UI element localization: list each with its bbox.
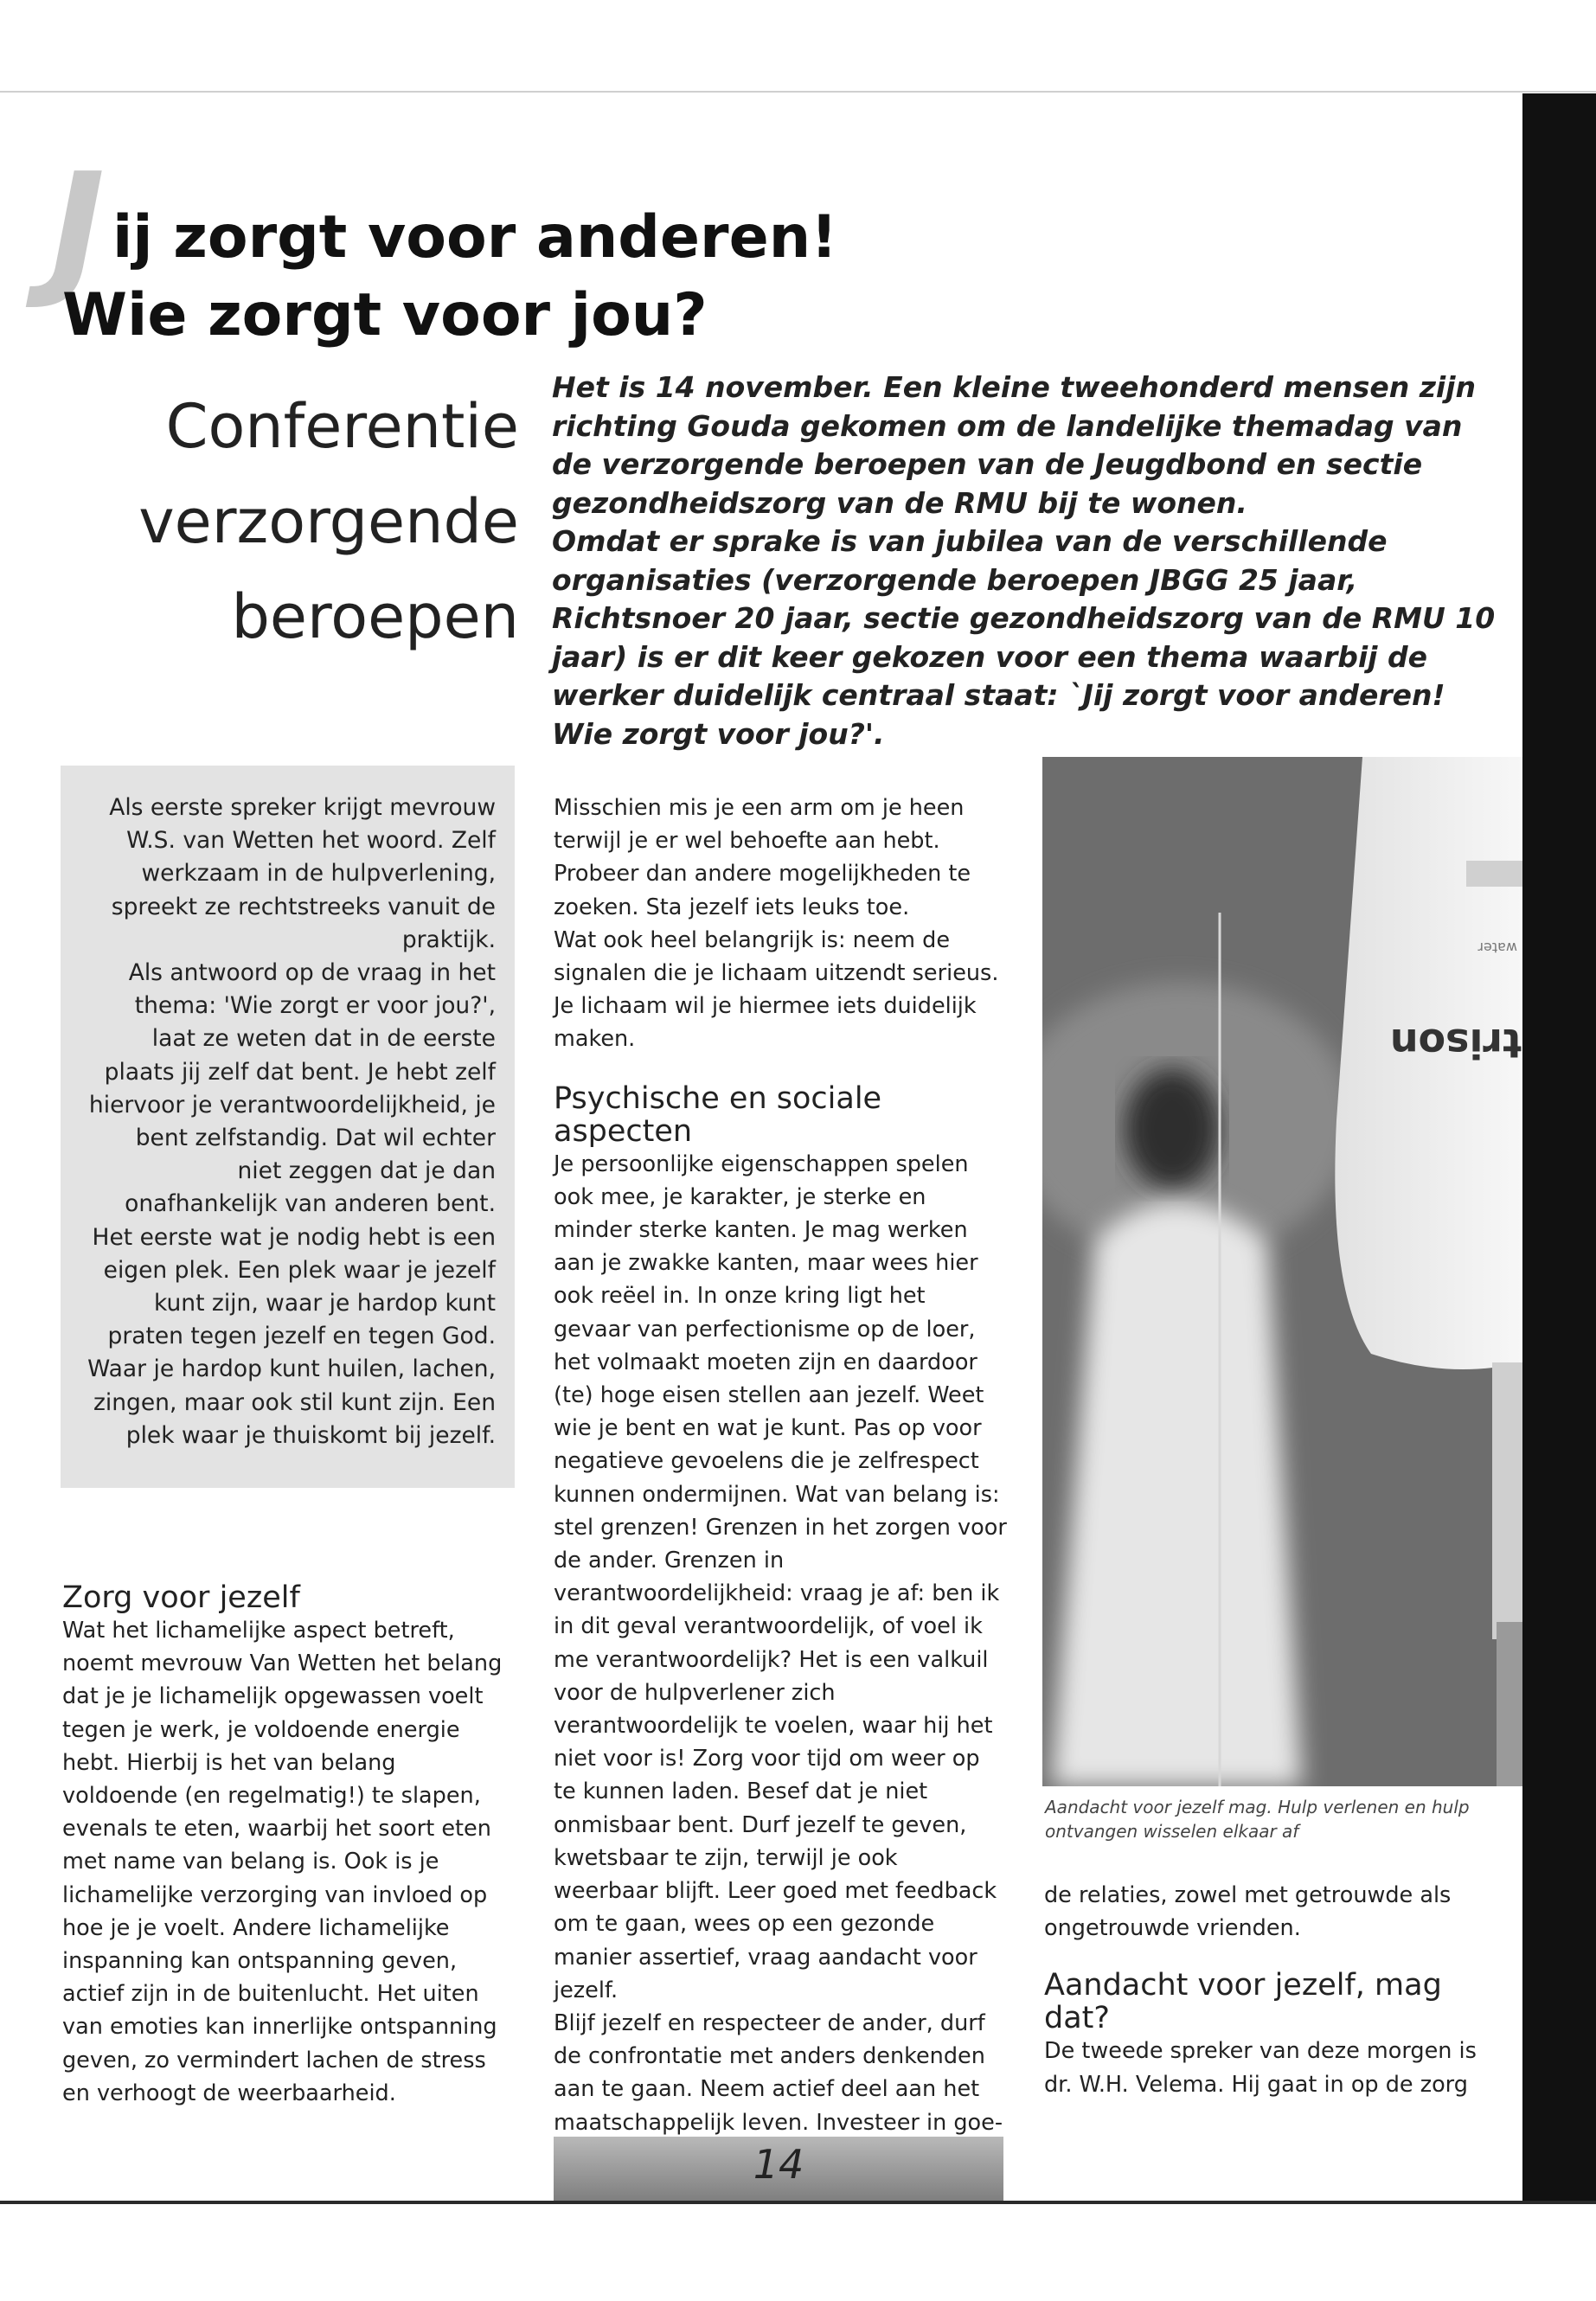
title-line-1: ij zorgt voor anderen! [112,203,838,272]
title-initial: J [50,142,106,313]
body-paragraph: Wat ook heel belangrijk is: neem de signalen die je lichaam uitzendt serieus. Je lichaam wil je hiermee iets duidelijk maken. [554,926,999,1053]
column-1 [62,1581,516,2110]
intro-paragraph: Het is 14 november. Een kleine tweehonderd mensen zijn richting Gouda gekomen om de landelijke themadag van de verzorgende beroepen van de Jeugdbond en sectie gezondheidszorg van de RMU bij te wonen. [552,370,1477,520]
subtitle-line-2: verzorgende [138,486,519,557]
bottle-label-water: water [1477,939,1517,956]
photo-caption [1045,1795,1512,1843]
page-number: 14 [753,2141,804,2188]
intro-lede [552,369,1499,753]
quote-paragraph: Als antwoord op de vraag in het thema: 'Wie zorgt er voor jou?', laat ze weten dat in de eerste plaats jij zelf dat bent. Je hebt zelf hiervoor je verantwoordelijkheid, je bent zelfstandig. Dat wil echter niet zeggen dat je dan onafhankelijk van anderen bent. [88,959,496,1218]
section-heading-zorg-voor-jezelf: Zorg voor jezelf [62,1580,300,1615]
bottom-rule [0,2201,1596,2204]
column-3 [1044,1879,1511,2101]
bottle-label-stripe [1466,861,1522,887]
quote-paragraph: Als eerste spreker krijgt mevrouw W.S. van Wetten het woord. Zelf werkzaam in de hulpverlening, spreekt ze rechtstreeks vanuit de praktijk. [109,794,496,953]
scan-edge-bar [1522,93,1596,2204]
body-paragraph: Blijf jezelf en respecteer de ander, durf de confrontatie met anders denkenden aan te gaan. Neem actief deel aan het maatschappelijk leven. Investeer in goe- [554,2009,1003,2136]
subtitle-line-3: beroepen [231,581,519,652]
body-paragraph: Misschien mis je een arm om je heen terwijl je er wel behoefte aan hebt. Probeer dan andere mogelijkheden te zoeken. Sta jezelf iets leuks toe. [554,795,971,920]
nurse-head [1125,1068,1220,1189]
drip-chamber [1492,1362,1522,1639]
subtitle-line-1: Conferentie [165,391,519,462]
quote-paragraph: Het eerste wat je nodig hebt is een eigen plek. Een plek waar je jezelf kunt zijn, waar je hardop kunt praten tegen jezelf en tegen God. Waar je hardop kunt huilen, lachen, zingen, maar ook stil kunt zijn. Een plek waar je thuiskomt bij jezelf. [87,1223,496,1449]
top-rule [0,91,1596,93]
body-paragraph: De tweede spreker van deze morgen is dr. W.H. Velema. Hij gaat in op de zorg [1044,2038,1477,2098]
article-photo [1042,757,1522,1786]
bottle-label-brand: trison [1389,1020,1522,1067]
photo-illustration [1042,757,1522,1786]
body-paragraph: Wat het lichamelijke aspect betreft, noemt mevrouw Van Wetten het belang dat je je lichamelijk opgewassen voelt tegen je werk, je voldoende energie hebt. Hierbij is het van belang voldoende (en regelmatig!) te slapen, evenals te eten, waarbij het soort eten met name van belang is. Ook is je lichamelijke verzorging van invloed op hoe je je voelt. Andere lichamelijke inspanning kan ontspanning geven, actief zijn in de buitenlucht. Het uiten van emoties kan innerlijke ontspanning geven, zo vermindert lachen de stress en verhoogt de weerbaarheid. [62,1618,503,2106]
article-subtitle [69,379,519,664]
body-paragraph: de relaties, zowel met getrouwde als ongetrouwde vrienden. [1044,1882,1452,1942]
drip-tube [1497,1622,1522,1786]
section-heading-psychische-aspecten: Psychische en sociale aspecten [554,1080,882,1149]
quote-box-text [87,792,496,1452]
body-paragraph: Je persoonlijke eigenschappen spelen ook mee, je karakter, je sterke en minder sterke kanten. Je mag werken aan je zwakke kanten, maar wees hier ook reëel in. In onze kring ligt het gevaar van perfectionisme op de loer, het volmaakt moeten zijn en daardoor (te) hoge eisen stellen aan jezelf. Weet wie je bent en wat je kunt. Pas op voor negatieve gevoelens die je zelfrespect kunnen ondermijnen. Wat van belang is: stel grenzen! Grenzen in het zorgen voor de ander. Grenzen in verantwoordelijkheid: vraag je af: ben ik in dit geval verantwoordelijk, of voel ik me verantwoordelijk? Het is een valkuil voor de hulpverlener zich verantwoordelijk te voelen, waar hij het niet voor is! Zorg voor tijd om weer op te kunnen laden. Besef dat je niet onmisbaar bent. Durf jezelf te geven, kwetsbaar te zijn, terwijl je ook weerbaar blijft. Leer goed met feedback om te gaan, wees op een gezonde manier assertief, vraag aandacht voor jezelf. [554,1150,1007,2003]
intro-paragraph: Omdat er sprake is van jubilea van de verschillende organisaties (verzorgende beroepen JBGG 25 jaar, Richtsnoer 20 jaar, sectie gezondheidszorg van de RMU 10 jaar) is er dit keer gekozen voor een thema waarbij de werker duidelijk centraal staat: `Jij zorgt voor anderen! Wie zorgt voor jou?'. [552,524,1496,751]
section-heading-aandacht-voor-jezelf: Aandacht voor jezelf, mag dat? [1044,1968,1442,2036]
article-title [62,199,838,355]
column-2 [554,792,1008,2139]
title-line-2: Wie zorgt voor jou? [62,281,708,349]
photo-caption-text: Aandacht voor jezelf mag. Hulp verlenen en hulp ontvangen wisselen elkaar af [1045,1797,1470,1842]
